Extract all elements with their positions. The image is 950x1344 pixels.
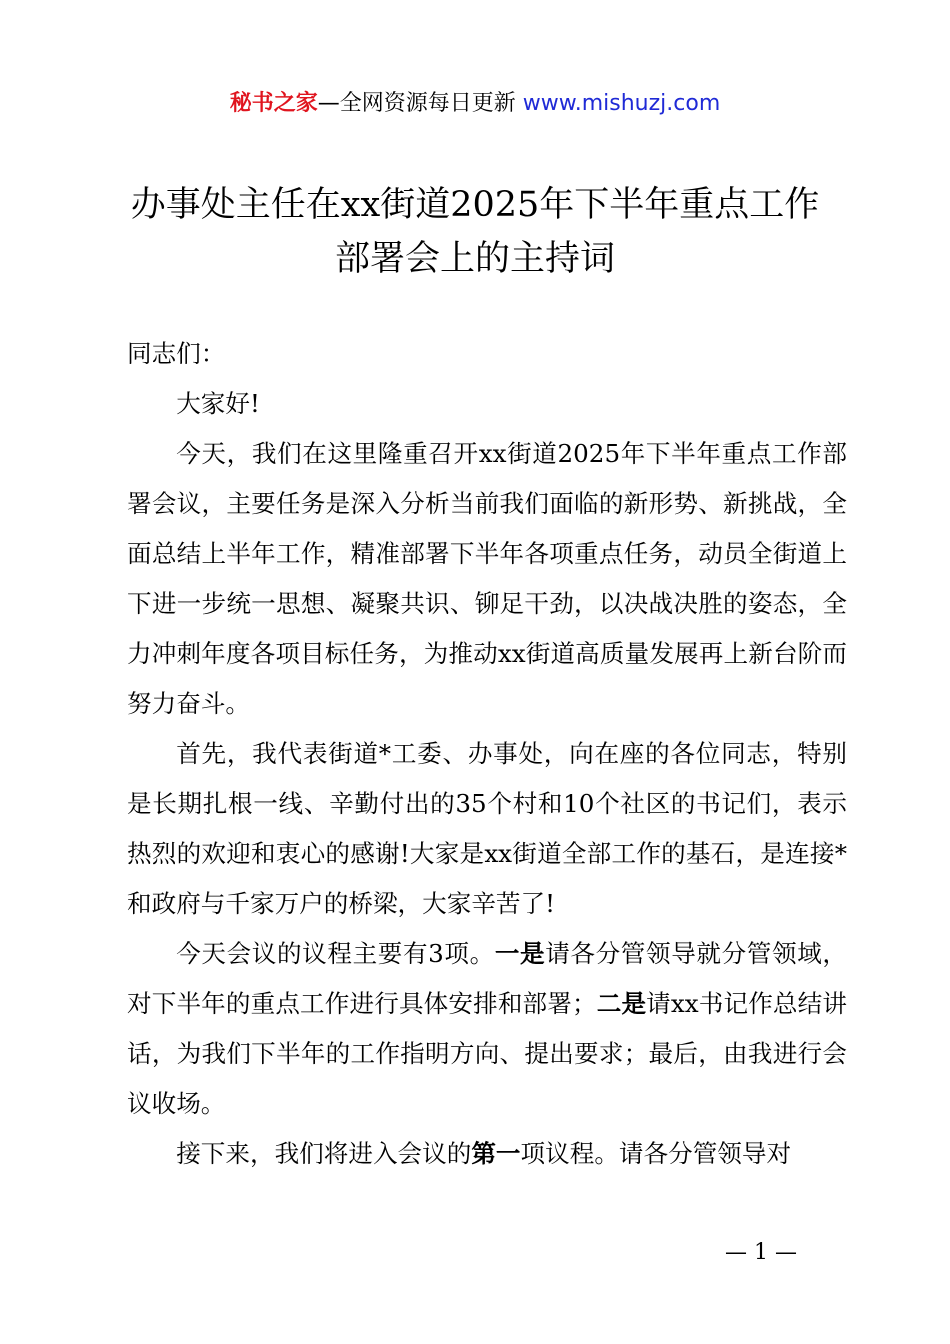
paragraph-2: 首先，我代表街道*工委、办事处，向在座的各位同志，特别是长期扎根一线、辛勤付出的35个村和10个社区的书记们，表示热烈的欢迎和衷心的感谢!大家是xx街道全部工作的基石，是连接*和政府与千家万户的桥梁，大家辛苦了! (127, 739, 847, 918)
paragraph-4-text: 接下来，我们将进入会议的 (176, 1139, 472, 1168)
paragraph-3-bold: 一是 (494, 939, 546, 968)
site-brand: 秘书之家 (229, 91, 318, 116)
page-number: — 1 — (725, 1240, 797, 1265)
paragraph-3-text: 今天会议的议程主要有3项。 (176, 939, 495, 968)
paragraph-1: 今天，我们在这里隆重召开xx街道2025年下半年重点工作部署会议，主要任务是深入分析当前我们面临的新形势、新挑战，全面总结上半年工作，精准部署下半年各项重点任务，动员全街道上下进一步统一思想、凝聚共识、铆足干劲，以决战决胜的姿态，全力冲刺年度各项目标任务，为推动xx街道高质量发展再上新台阶而努力奋斗。 (127, 439, 847, 718)
title-line-1: 办事处主任在xx街道2025年下半年重点工作 (130, 185, 820, 225)
paragraph-4-text: 项议程。请各分管领导对 (520, 1139, 792, 1168)
paragraph-3-bold: 二是 (596, 989, 647, 1018)
title-line-2: 部署会上的主持词 (334, 239, 615, 279)
site-tagline: —全网资源每日更新 (317, 91, 523, 116)
site-header (0, 86, 950, 122)
paragraph-4 (127, 1129, 847, 1179)
document-title (60, 178, 890, 286)
site-url-link[interactable]: www.mishuzj.com (522, 91, 721, 116)
paragraph-3 (127, 929, 847, 1129)
paragraph-3-text: 请各分管领导就分管领域，对下半年的重点工作进行具体安排和部署； (127, 939, 847, 1018)
salutation: 同志们： (127, 339, 226, 368)
paragraph-4-bold: 第一 (471, 1139, 521, 1168)
paragraph-3-text: 请xx书记作总结讲话，为我们下半年的工作指明方向、提出要求；最后，由我进行会议收场。 (127, 989, 847, 1118)
document-body (127, 329, 847, 1179)
greeting: 大家好! (176, 389, 260, 418)
